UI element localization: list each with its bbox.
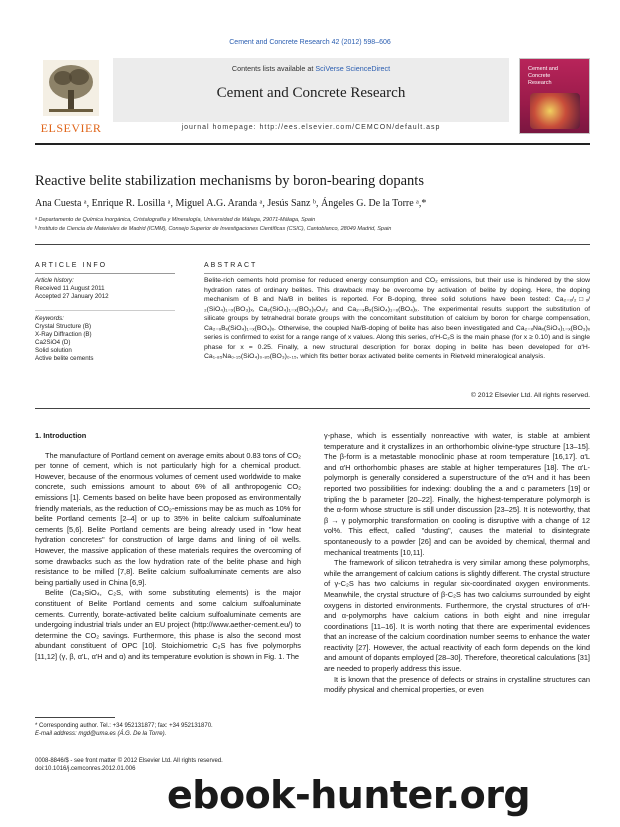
journal-reference[interactable]: Cement and Concrete Research 42 (2012) 598–606	[229, 39, 391, 46]
issn-line: 0008-8846/$ - see front matter © 2012 Elsevier Ltd. All rights reserved.	[35, 758, 223, 764]
footnote-rule	[35, 717, 115, 718]
paragraph: The manufacture of Portland cement on average emits about 0.83 tons of CO₂ per tonne of cement, which is not particularly high for a chemical product. However, because of the enormous volumes of cement used worldwide to make concrete, such emissions amount to about 6% of all anthropogenic CO₂ emissions [1]. Cements based on belite have been proposed as environmentally friendly materials, as the reduction of CO₂-emissions may be as much as 10% for belite Portland cements [2–4] or up to 35% in belite calcium sulfoaluminate cements [5,6]. Belite Portland cements are being already used in "low heat hydration concretes" for construction of large dams and lining of oil wells. However, the massive application of these materials requires the overcoming of some drawbacks such as the low hydration rate of the belite phase and high resistance to be milled [7,8]. Belite calcium sulfoaluminate cements are also being partially used in China [6,9].	[35, 450, 301, 587]
author-list[interactable]: Ana Cuesta ᵃ, Enrique R. Losilla ᵃ, Miguel A.G. Aranda ᵃ, Jesús Sanz ᵇ, Ángeles G. De la Torre ᵃ,*	[35, 198, 427, 209]
contents-line	[113, 64, 509, 73]
header-divider	[35, 143, 590, 145]
cover-image	[530, 93, 580, 129]
section-heading: 1. Introduction	[35, 431, 87, 440]
doi-link[interactable]: doi:10.1016/j.cemconres.2012.01.006	[35, 766, 136, 772]
journal-header	[35, 58, 590, 140]
contents-prefix: Contents lists available at	[231, 64, 316, 73]
keywords-block	[35, 315, 165, 363]
affiliation-b: ᵇ Instituto de Ciencia de Materiales de Madrid (ICMM), Consejo Superior de Investigaciones Científicas (CSIC), Cantoblanco, 28049 Madrid, Spain	[35, 226, 392, 232]
affiliation-a: ᵃ Departamento de Química Inorgánica, Cristalografía y Mineralogía, Universidad de Málaga, 29071-Málaga, Spain	[35, 217, 316, 223]
cover-title-line-1: Cement and	[528, 66, 558, 72]
right-column	[324, 431, 590, 696]
watermark-text: ebook-hunter.org	[167, 773, 531, 817]
received-date: Received 11 August 2011	[35, 285, 105, 292]
paragraph: Belite (Ca₂SiO₄, C₂S, with some substituting elements) is the major constituent of Belite Portland cements and some calcium sulfoaluminate cements. Currently, borate-activated belite calcium sulfoaluminate cements are undergoing industrial trials under an EU project (http://www.aether-cement.eu/) to determine the CO₂ savings. Furthermore, this phase is also the second most abundant constituent of OPC [10]. Stoichiometric C₂S has five polymorphs [11,12] (γ, β, α'L, α'H and α) and its temperature evolution is shown in Fig. 1. The	[35, 588, 301, 661]
copyright-notice: © 2012 Elsevier Ltd. All rights reserved.	[470, 392, 590, 399]
keyword-item: Active belite cements	[35, 355, 94, 362]
keyword-item: Solid solution	[35, 347, 72, 354]
journal-homepage[interactable]: journal homepage: http://ees.elsevier.com/CEMCON/default.asp	[181, 124, 441, 131]
article-title: Reactive belite stabilization mechanisms by boron-bearing dopants	[35, 173, 424, 189]
publisher-name: ELSEVIER	[40, 121, 102, 135]
paragraph: The framework of silicon tetrahedra is very similar among these polymorphs, while the arrangement of calcium cations is slightly different. The crystal structure of γ-C₂S has two calciums in regular six-coordinated oxygen environments. Meanwhile, the crystal structure of β-C₂S has two calciums surrounded by eight oxygens in distorted environments. Furthermore, the crystal structures of α'H- and α-polymorphs have calcium cations in both eight and nine irregular coordinations [11–16]. It is worth noting that there are experimental evidences that an increase of the calcium coordination number seems to enhance the water reactivity [27]. However, the actual reactivity of each form depends on the kind and amount of dopants employed [28–30]. Therefore, theoretical calculations [31] are needed to properly address this issue.	[324, 558, 590, 674]
article-info-rule	[35, 273, 175, 274]
abstract-rule	[204, 273, 590, 274]
paragraph: γ-phase, which is essentially nonreactive with water, is stable at ambient temperature and it crystallizes in an orthorhombic olivine-type structure [13–15]. The β-form is a metastable monoclinic phase at room temperature [16,17]. α'L and α'H orthorhombic phases are stable at higher temperatures [18]. The α'L-polymorph is generally considered a superstructure of the α'H and it has been reported two possibilities for indexing: doubling the a and c parameters [19] or tripling the b parameter [20–22]. Finally, the highest-temperature polymorph is the α-form whose structure is still under discussion [23–25]. It is noteworthy, that β → γ polymorphic transformation on cooling is disruptive with a change of 12 vol%. This effect, called "dusting", causes the material to disintegrate spontaneously to a powder [26] and can be avoided by chemical, thermal and mechanical treatments [10,11].	[324, 431, 590, 557]
paragraph: It is known that the presence of defects or strains in crystalline structures can modify physical and chemical properties, or even	[324, 674, 590, 695]
elsevier-logo[interactable]	[35, 58, 107, 140]
abstract-divider	[35, 408, 590, 409]
history-rule	[35, 310, 175, 311]
keyword-item: X-Ray Diffraction (B)	[35, 331, 92, 338]
article-info-heading: ARTICLE INFO	[35, 262, 108, 269]
article-history	[35, 277, 165, 301]
history-label: Article history:	[35, 277, 74, 284]
abstract-text: Belite-rich cements hold promise for reduced energy consumption and CO₂ emissions, but their use is hindered by the slow hydration rates of ordinary belites. This drawback may be overcome by activation of belite by doping. Here, the doping mechanism of B and Na/B in belites is reported. For B-doping, three solid solutions have been tested: Ca₂₋ₓ/₂□ₓ/₂(SiO₄)₁₋ₓ(BO₃)ₓ, Ca₂(SiO₄)₁₋ₓ(BO₃)ₓOₓ/₂ and Ca₂₋ₓBₓ(SiO₄)₁₋ₓ(BO₄)ₓ. The experimental results support the substitution of silicate groups by tetrahedral borate groups with the concomitant substitution of calcium by boron for charge compensation, Ca₂₋ₓBₓ(SiO₄)₁₋ₓ(BO₄)ₓ. Otherwise, the coupled Na/B-doping of belite has also been investigated and Ca₂₋ₓNaₓ(SiO₄)₁₋ₓ(BO₃)ₓ series is confirmed to exist for a range range of x values. Along this series, α'H-C₂S is the main phase (for x ≥ 0.10) and is single phase for x = 0.25. Finally, a new structural description for borax doping in belite has been developed for α'H-Ca₁.₈₅Na₀.₁₅(SiO₄)₀.₈₅(BO₃)₀.₁₅, which fits better borax activated belite cements in Rietveld mineralogical analysis.	[204, 277, 590, 360]
keyword-item: Crystal Structure (B)	[35, 323, 92, 330]
left-column	[35, 431, 301, 662]
accepted-date: Accepted 27 January 2012	[35, 293, 109, 300]
keywords-label: Keywords:	[35, 315, 64, 322]
keyword-item: Ca2SiO4 (D)	[35, 339, 71, 346]
abstract-heading: ABSTRACT	[204, 262, 258, 269]
footnote	[35, 722, 301, 738]
cover-title	[528, 66, 558, 87]
corresponding-author: * Corresponding author. Tel.: +34 952131877; fax: +34 952131870.	[35, 723, 213, 729]
affiliation-divider	[35, 244, 590, 245]
journal-cover[interactable]	[519, 58, 590, 134]
issn-block	[35, 757, 301, 773]
journal-banner	[113, 58, 509, 122]
email-address[interactable]: E-mail address: mgd@uma.es (Á.G. De la Torre).	[35, 731, 167, 737]
cover-title-line-3: Research	[528, 80, 552, 86]
journal-title: Cement and Concrete Research	[216, 85, 406, 101]
cover-title-line-2: Concrete	[528, 73, 551, 79]
tree-icon	[43, 60, 99, 116]
sciencedirect-link[interactable]: SciVerse ScienceDirect	[315, 64, 391, 73]
